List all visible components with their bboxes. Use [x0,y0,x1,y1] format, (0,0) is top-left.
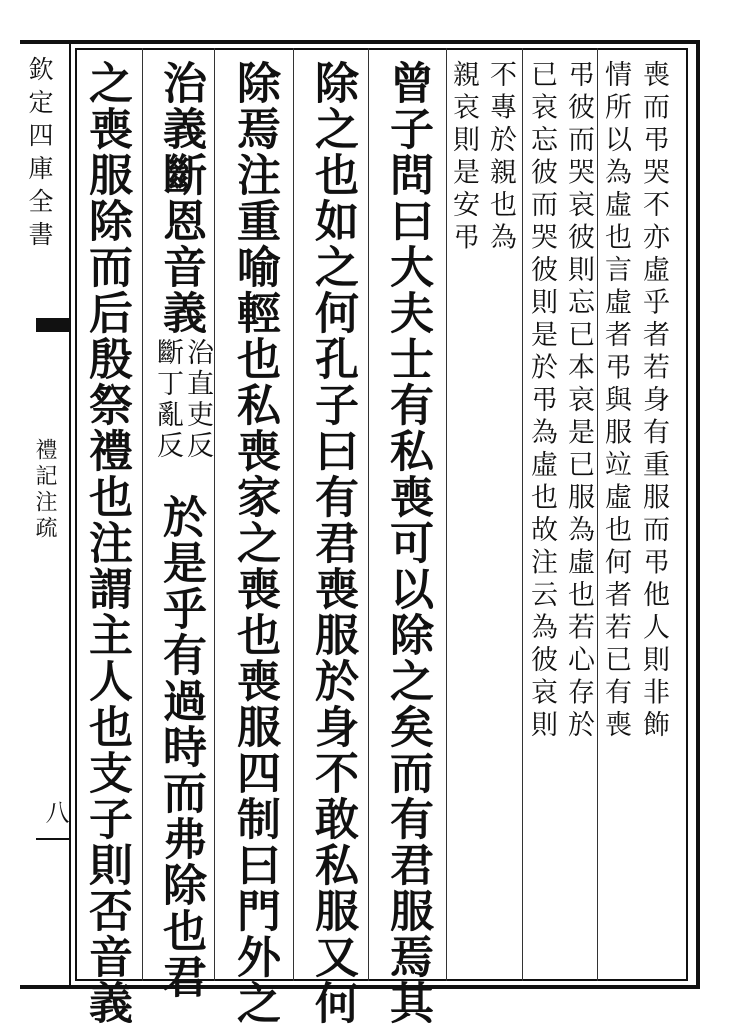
column-rule [368,48,369,981]
text-column-10-head: 治義斷恩音義 [155,60,206,336]
page-number: 八 [41,800,69,832]
frame-right-rule [696,40,700,989]
column-rule [522,48,523,981]
text-column-10-note-b: 斷丁亂反 [152,338,183,462]
text-column-11: 之喪服除而后殷祭禮也注謂主人也支子則否音義 [81,60,132,1026]
book-title: 禮記注疏 [32,438,57,542]
text-column-1: 喪而弔哭不亦虛乎者若身有重服而弔他人則非飾 [638,60,669,743]
text-column-3: 弔彼而哭哀彼則忘已本哀是已服為虛也若心存於 [563,60,594,743]
text-column-8: 除之也如之何孔子曰有君喪服於身不敢私服又何 [307,60,358,1026]
column-rule [214,48,215,981]
frame-top-rule [20,40,700,44]
text-column-10-tail: 於是乎有過時而弗除也君 [155,494,206,1000]
collection-title: 欽定四庫全書 [25,56,54,254]
text-column-4: 已哀忘彼而哭彼則是於弔為虛也故注云為彼哀則 [526,60,557,743]
column-rule [597,48,598,981]
text-column-9: 除焉注重喻輕也私喪家之喪也喪服四制曰門外之 [229,60,280,1026]
text-column-7: 曾子問曰大夫士有私喪可以除之矣而有君服焉其 [382,60,433,1026]
text-column-5: 不專於親也為 [485,60,516,255]
text-column-2: 情所以為虛也言虛者弔與服竝虛也何者若已有喪 [600,60,631,743]
frame-right-inner-rule [686,48,688,981]
text-column-10-note-a: 治直吏反 [182,338,213,462]
column-rule [446,48,447,981]
frame-left-rule [69,40,71,989]
column-rule [293,48,294,981]
text-column-6: 親哀則是安弔 [448,60,479,255]
fishtail-mark [36,318,70,332]
page-mark [36,838,70,840]
inner-left-rule [75,48,77,981]
column-rule [142,48,143,981]
